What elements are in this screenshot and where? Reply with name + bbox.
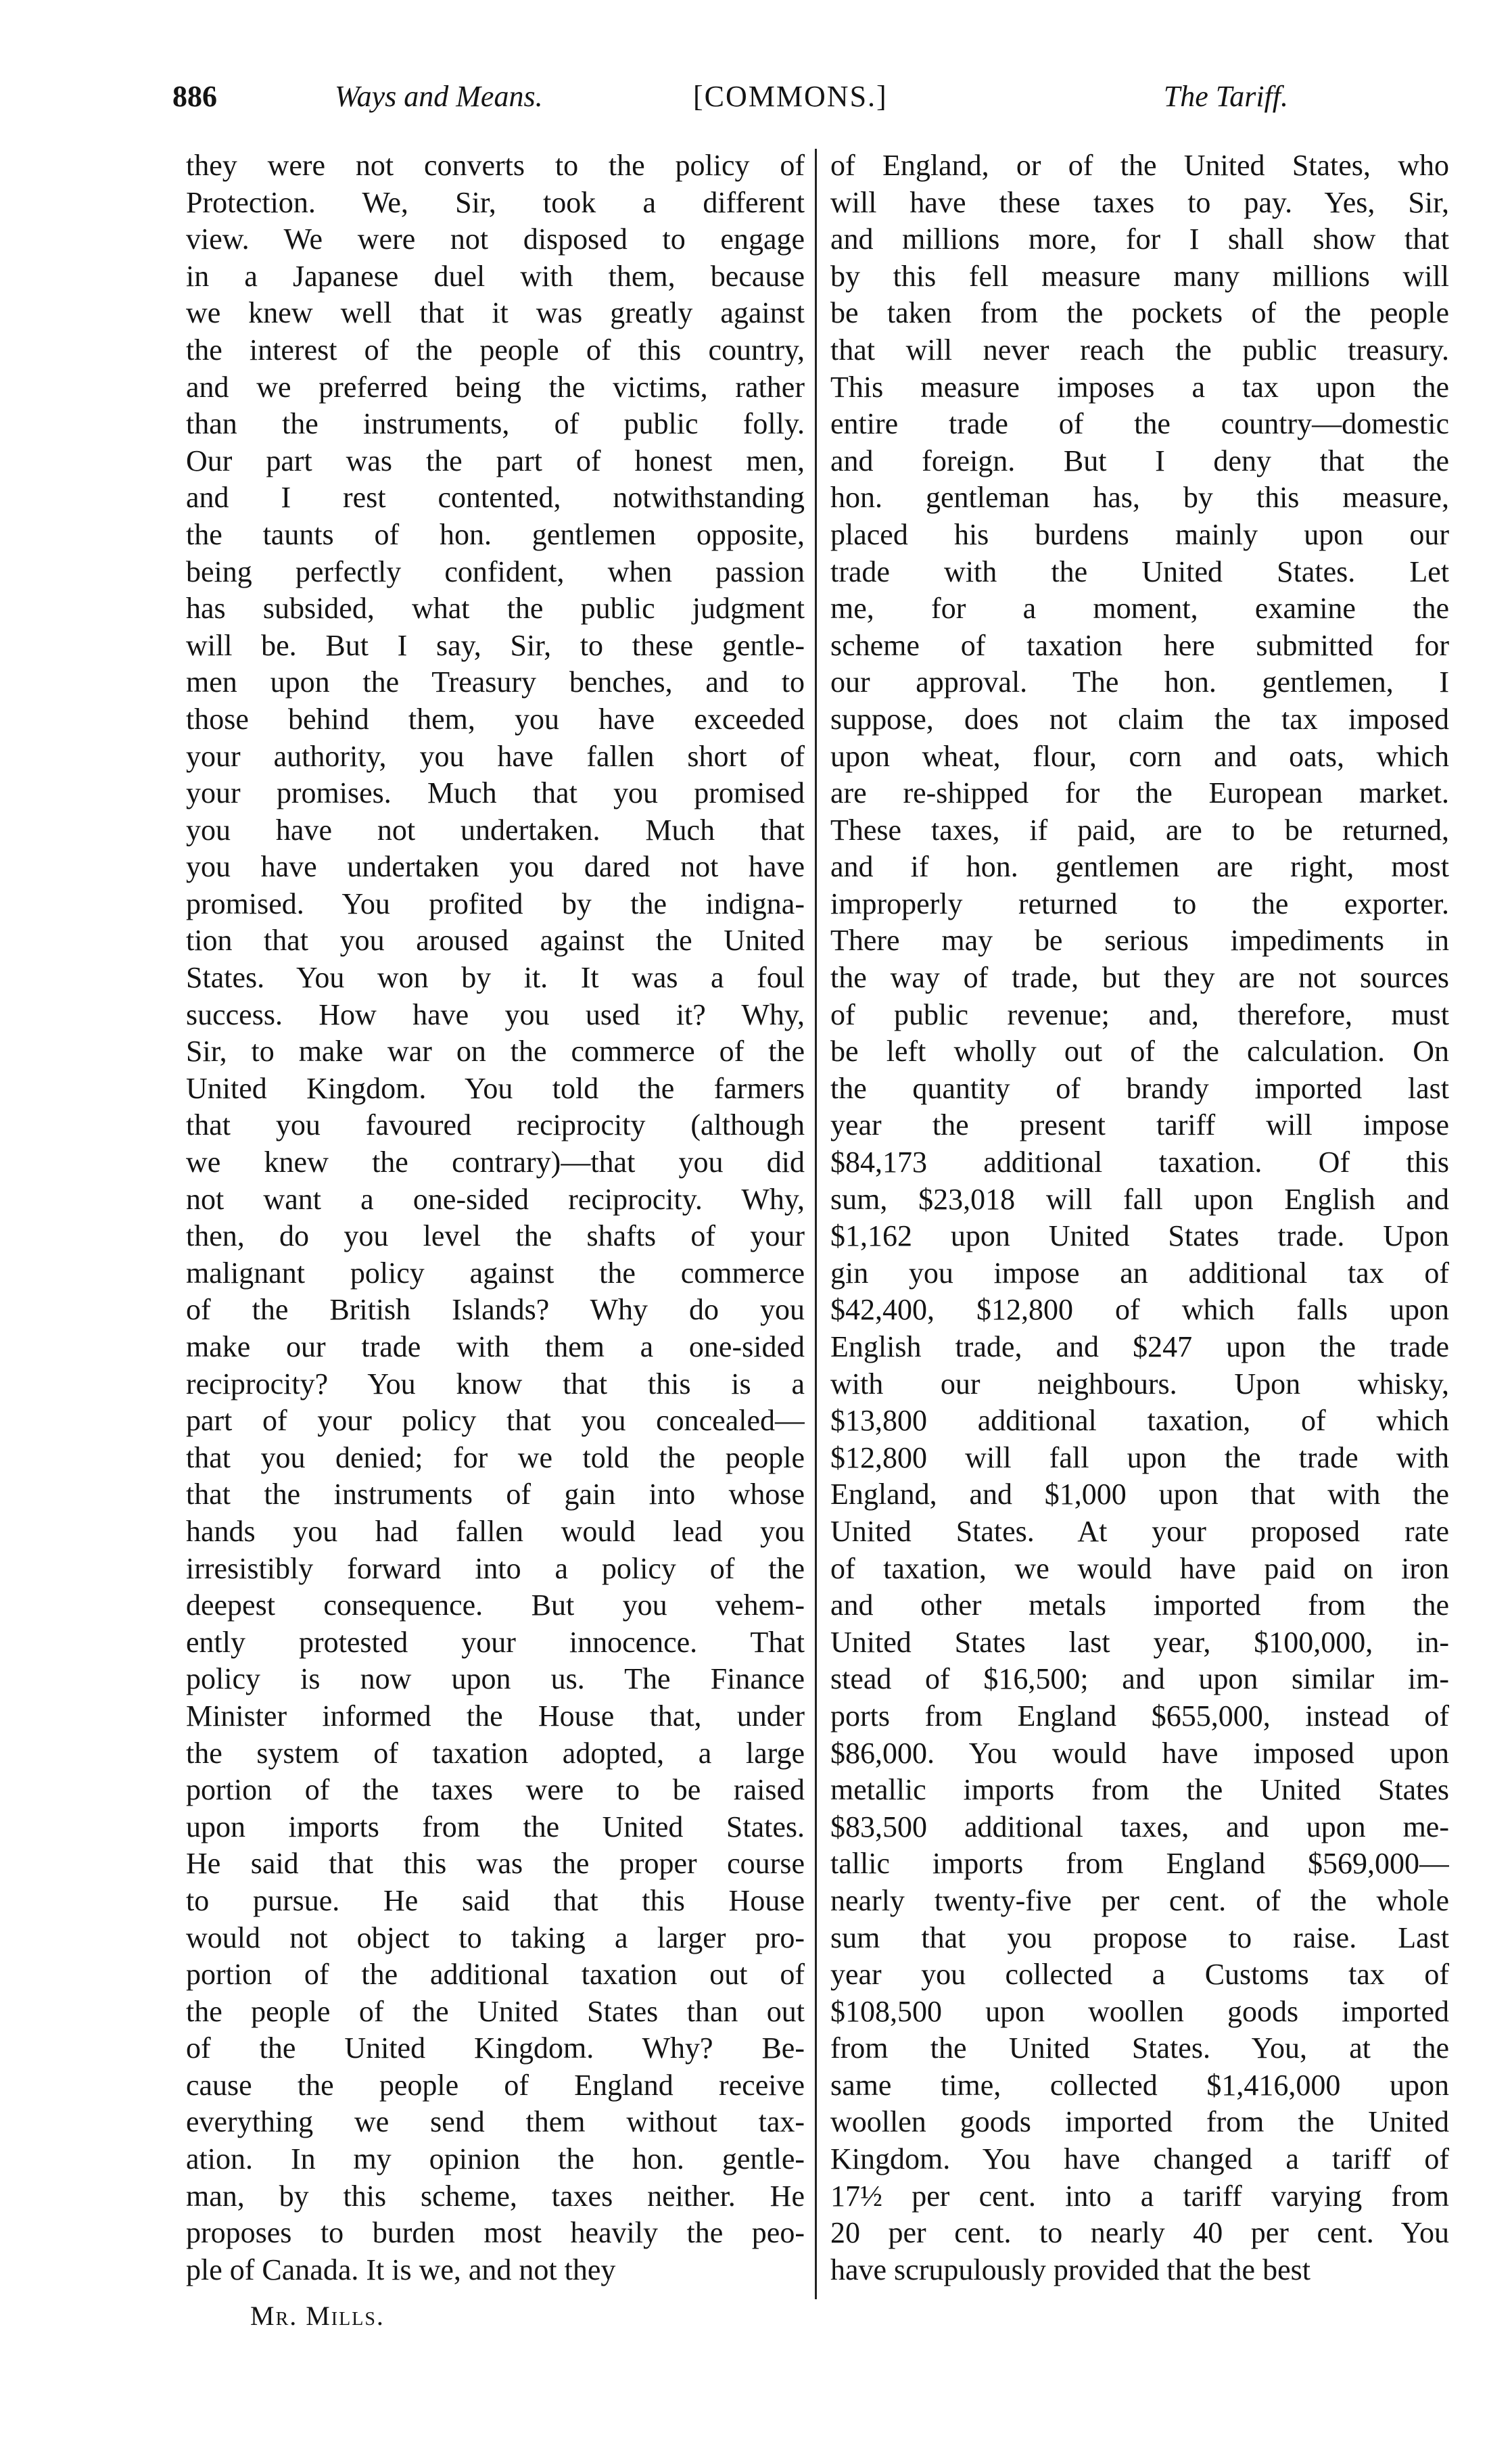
text-line: me, for a moment, examine the [830,592,1449,626]
text-line: has subsided, what the public judgment [186,592,805,626]
text-line: our approval. The hon. gentlemen, I [830,665,1449,699]
text-line: metallic imports from the United States [830,1773,1449,1807]
text-line: ation. In my opinion the hon. gentle- [186,2142,805,2176]
text-line: portion of the additional taxation out of [186,1958,805,1992]
running-header [172,73,1288,120]
text-line: you have undertaken you dared not have [186,850,805,884]
text-line: by this fell measure many millions will [830,259,1449,293]
text-line: of England, or of the United States, who [830,149,1449,182]
text-line: everything we send them without tax- [186,2105,805,2139]
text-line: Minister informed the House that, under [186,1699,805,1733]
text-line: the people of the United States than out [186,1994,805,2028]
text-line: that you denied; for we told the people [186,1440,805,1474]
section-title-right: The Tariff. [1163,80,1288,113]
text-line: and we preferred being the victims, rather [186,370,805,404]
text-line: make our trade with them a one-sided [186,1330,805,1363]
text-line: malignant policy against the commerce [186,1256,805,1290]
text-line: scheme of taxation here submitted for [830,628,1449,662]
text-line: upon imports from the United States. [186,1810,805,1843]
text-line: they were not converts to the policy of [186,149,805,182]
text-line: $13,800 additional taxation, of which [830,1404,1449,1438]
text-line: woollen goods imported from the United [830,2105,1449,2139]
text-line: ple of Canada. It is we, and not they [186,2253,616,2286]
text-line: $12,800 will fall upon the trade with [830,1440,1449,1474]
text-line: the system of taxation adopted, a large [186,1736,805,1770]
chamber-label: [COMMONS.] [693,80,888,113]
text-line: being perfectly confident, when passion [186,555,805,588]
text-line: your promises. Much that you promised [186,776,805,810]
left-text-column [186,147,805,2288]
text-line: 20 per cent. to nearly 40 per cent. You [830,2216,1449,2250]
text-line: deepest consequence. But you vehem- [186,1588,805,1622]
column-divider [815,149,817,2299]
text-line: This measure imposes a tax upon the [830,370,1449,404]
text-line: would not object to taking a larger pro- [186,1921,805,1954]
text-line: $1,162 upon United States trade. Upon [830,1219,1449,1253]
text-line: sum that you propose to raise. Last [830,1921,1449,1954]
text-line: cause the people of England receive [186,2068,805,2102]
text-line: of taxation, we would have paid on iron [830,1551,1449,1585]
text-line: of the British Islands? Why do you [186,1293,805,1327]
text-line: not want a one-sided reciprocity. Why, [186,1182,805,1216]
text-line: the interest of the people of this country, [186,333,805,367]
text-line: He said that this was the proper course [186,1847,805,1881]
text-line: and foreign. But I deny that the [830,444,1449,477]
text-line: $83,500 additional taxes, and upon me- [830,1810,1449,1843]
text-line: United States last year, $100,000, in- [830,1625,1449,1659]
text-line: to pursue. He said that this House [186,1883,805,1917]
text-line: trade with the United States. Let [830,555,1449,588]
text-line: hands you had fallen would lead you [186,1514,805,1548]
text-line: hon. gentleman has, by this measure, [830,481,1449,515]
text-line: sum, $23,018 will fall upon English and [830,1182,1449,1216]
text-line: These taxes, if paid, are to be returned, [830,813,1449,847]
text-line: year the present tariff will impose [830,1108,1449,1142]
text-line: success. How have you used it? Why, [186,997,805,1031]
text-line: and other metals imported from the [830,1588,1449,1622]
text-line: There may be serious impediments in [830,924,1449,958]
text-line: ports from England $655,000, instead of [830,1699,1449,1733]
text-line: reciprocity? You know that this is a [186,1367,805,1400]
text-line: you have not undertaken. Much that [186,813,805,847]
text-line: that you favoured reciprocity (although [186,1108,805,1142]
text-line: and if hon. gentlemen are right, most [830,850,1449,884]
text-line: that the instruments of gain into whose [186,1478,805,1511]
text-line: Kingdom. You have changed a tariff of [830,2142,1449,2176]
text-line: in a Japanese duel with them, because [186,259,805,293]
right-text-column [830,147,1449,2288]
text-line: gin you impose an additional tax of [830,1256,1449,1290]
text-line: and I rest contented, notwithstanding [186,481,805,515]
text-line: ently protested your innocence. That [186,1625,805,1659]
text-line: $42,400, $12,800 of which falls upon [830,1293,1449,1327]
text-line: England, and $1,000 upon that with the [830,1478,1449,1511]
text-line: than the instruments, of public folly. [186,407,805,441]
text-line: entire trade of the country—domestic [830,407,1449,441]
text-line: Our part was the part of honest men, [186,444,805,477]
text-line: suppose, does not claim the tax imposed [830,702,1449,736]
text-line: from the United States. You, at the [830,2031,1449,2065]
text-line: of public revenue; and, therefore, must [830,997,1449,1031]
text-line: proposes to burden most heavily the peo- [186,2216,805,2250]
text-line: man, by this scheme, taxes neither. He [186,2179,805,2213]
text-line: $84,173 additional taxation. Of this [830,1146,1449,1179]
text-line: part of your policy that you concealed— [186,1404,805,1438]
text-line: view. We were not disposed to engage [186,222,805,256]
text-line: we knew the contrary)—that you did [186,1146,805,1179]
text-line: irresistibly forward into a policy of the [186,1551,805,1585]
text-line: portion of the taxes were to be raised [186,1773,805,1807]
text-line: the quantity of brandy imported last [830,1071,1449,1105]
text-line: then, do you level the shafts of your [186,1219,805,1253]
text-line: stead of $16,500; and upon similar im- [830,1662,1449,1696]
text-line: of the United Kingdom. Why? Be- [186,2031,805,2065]
text-line: 17½ per cent. into a tariff varying from [830,2179,1449,2213]
text-line: those behind them, you have exceeded [186,702,805,736]
text-line: year you collected a Customs tax of [830,1958,1449,1992]
text-line: that will never reach the public treasury. [830,333,1449,367]
text-line: same time, collected $1,416,000 upon [830,2068,1449,2102]
text-line: United Kingdom. You told the farmers [186,1071,805,1105]
text-line: will be. But I say, Sir, to these gentle- [186,628,805,662]
text-line: $108,500 upon woollen goods imported [830,1994,1449,2028]
text-line: promised. You profited by the indigna- [186,887,805,920]
section-title-left: Ways and Means. [335,80,543,113]
text-line: United States. At your proposed rate [830,1514,1449,1548]
text-line: policy is now upon us. The Finance [186,1662,805,1696]
text-line: be taken from the pockets of the people [830,296,1449,330]
text-line: $86,000. You would have imposed upon [830,1736,1449,1770]
text-line: will have these taxes to pay. Yes, Sir, [830,185,1449,219]
speaker-attribution: Mr. Mills. [250,2301,385,2331]
text-line: Sir, to make war on the commerce of the [186,1035,805,1068]
text-line: improperly returned to the exporter. [830,887,1449,920]
text-line: nearly twenty-five per cent. of the whole [830,1883,1449,1917]
text-line: are re-shipped for the European market. [830,776,1449,810]
text-line: have scrupulously provided that the best [830,2253,1310,2286]
text-line: and millions more, for I shall show that [830,222,1449,256]
text-line: English trade, and $247 upon the trade [830,1330,1449,1363]
text-line: your authority, you have fallen short of [186,739,805,773]
text-line: States. You won by it. It was a foul [186,961,805,995]
text-line: tallic imports from England $569,000— [830,1847,1449,1881]
text-line: men upon the Treasury benches, and to [186,665,805,699]
text-line: upon wheat, flour, corn and oats, which [830,739,1449,773]
text-line: tion that you aroused against the United [186,924,805,958]
text-line: Protection. We, Sir, took a different [186,185,805,219]
text-line: the way of trade, but they are not sources [830,961,1449,995]
page-number: 886 [172,80,217,113]
text-line: we knew well that it was greatly against [186,296,805,330]
text-line: be left wholly out of the calculation. On [830,1035,1449,1068]
text-line: with our neighbours. Upon whisky, [830,1367,1449,1400]
text-line: the taunts of hon. gentlemen opposite, [186,517,805,551]
text-line: placed his burdens mainly upon our [830,517,1449,551]
